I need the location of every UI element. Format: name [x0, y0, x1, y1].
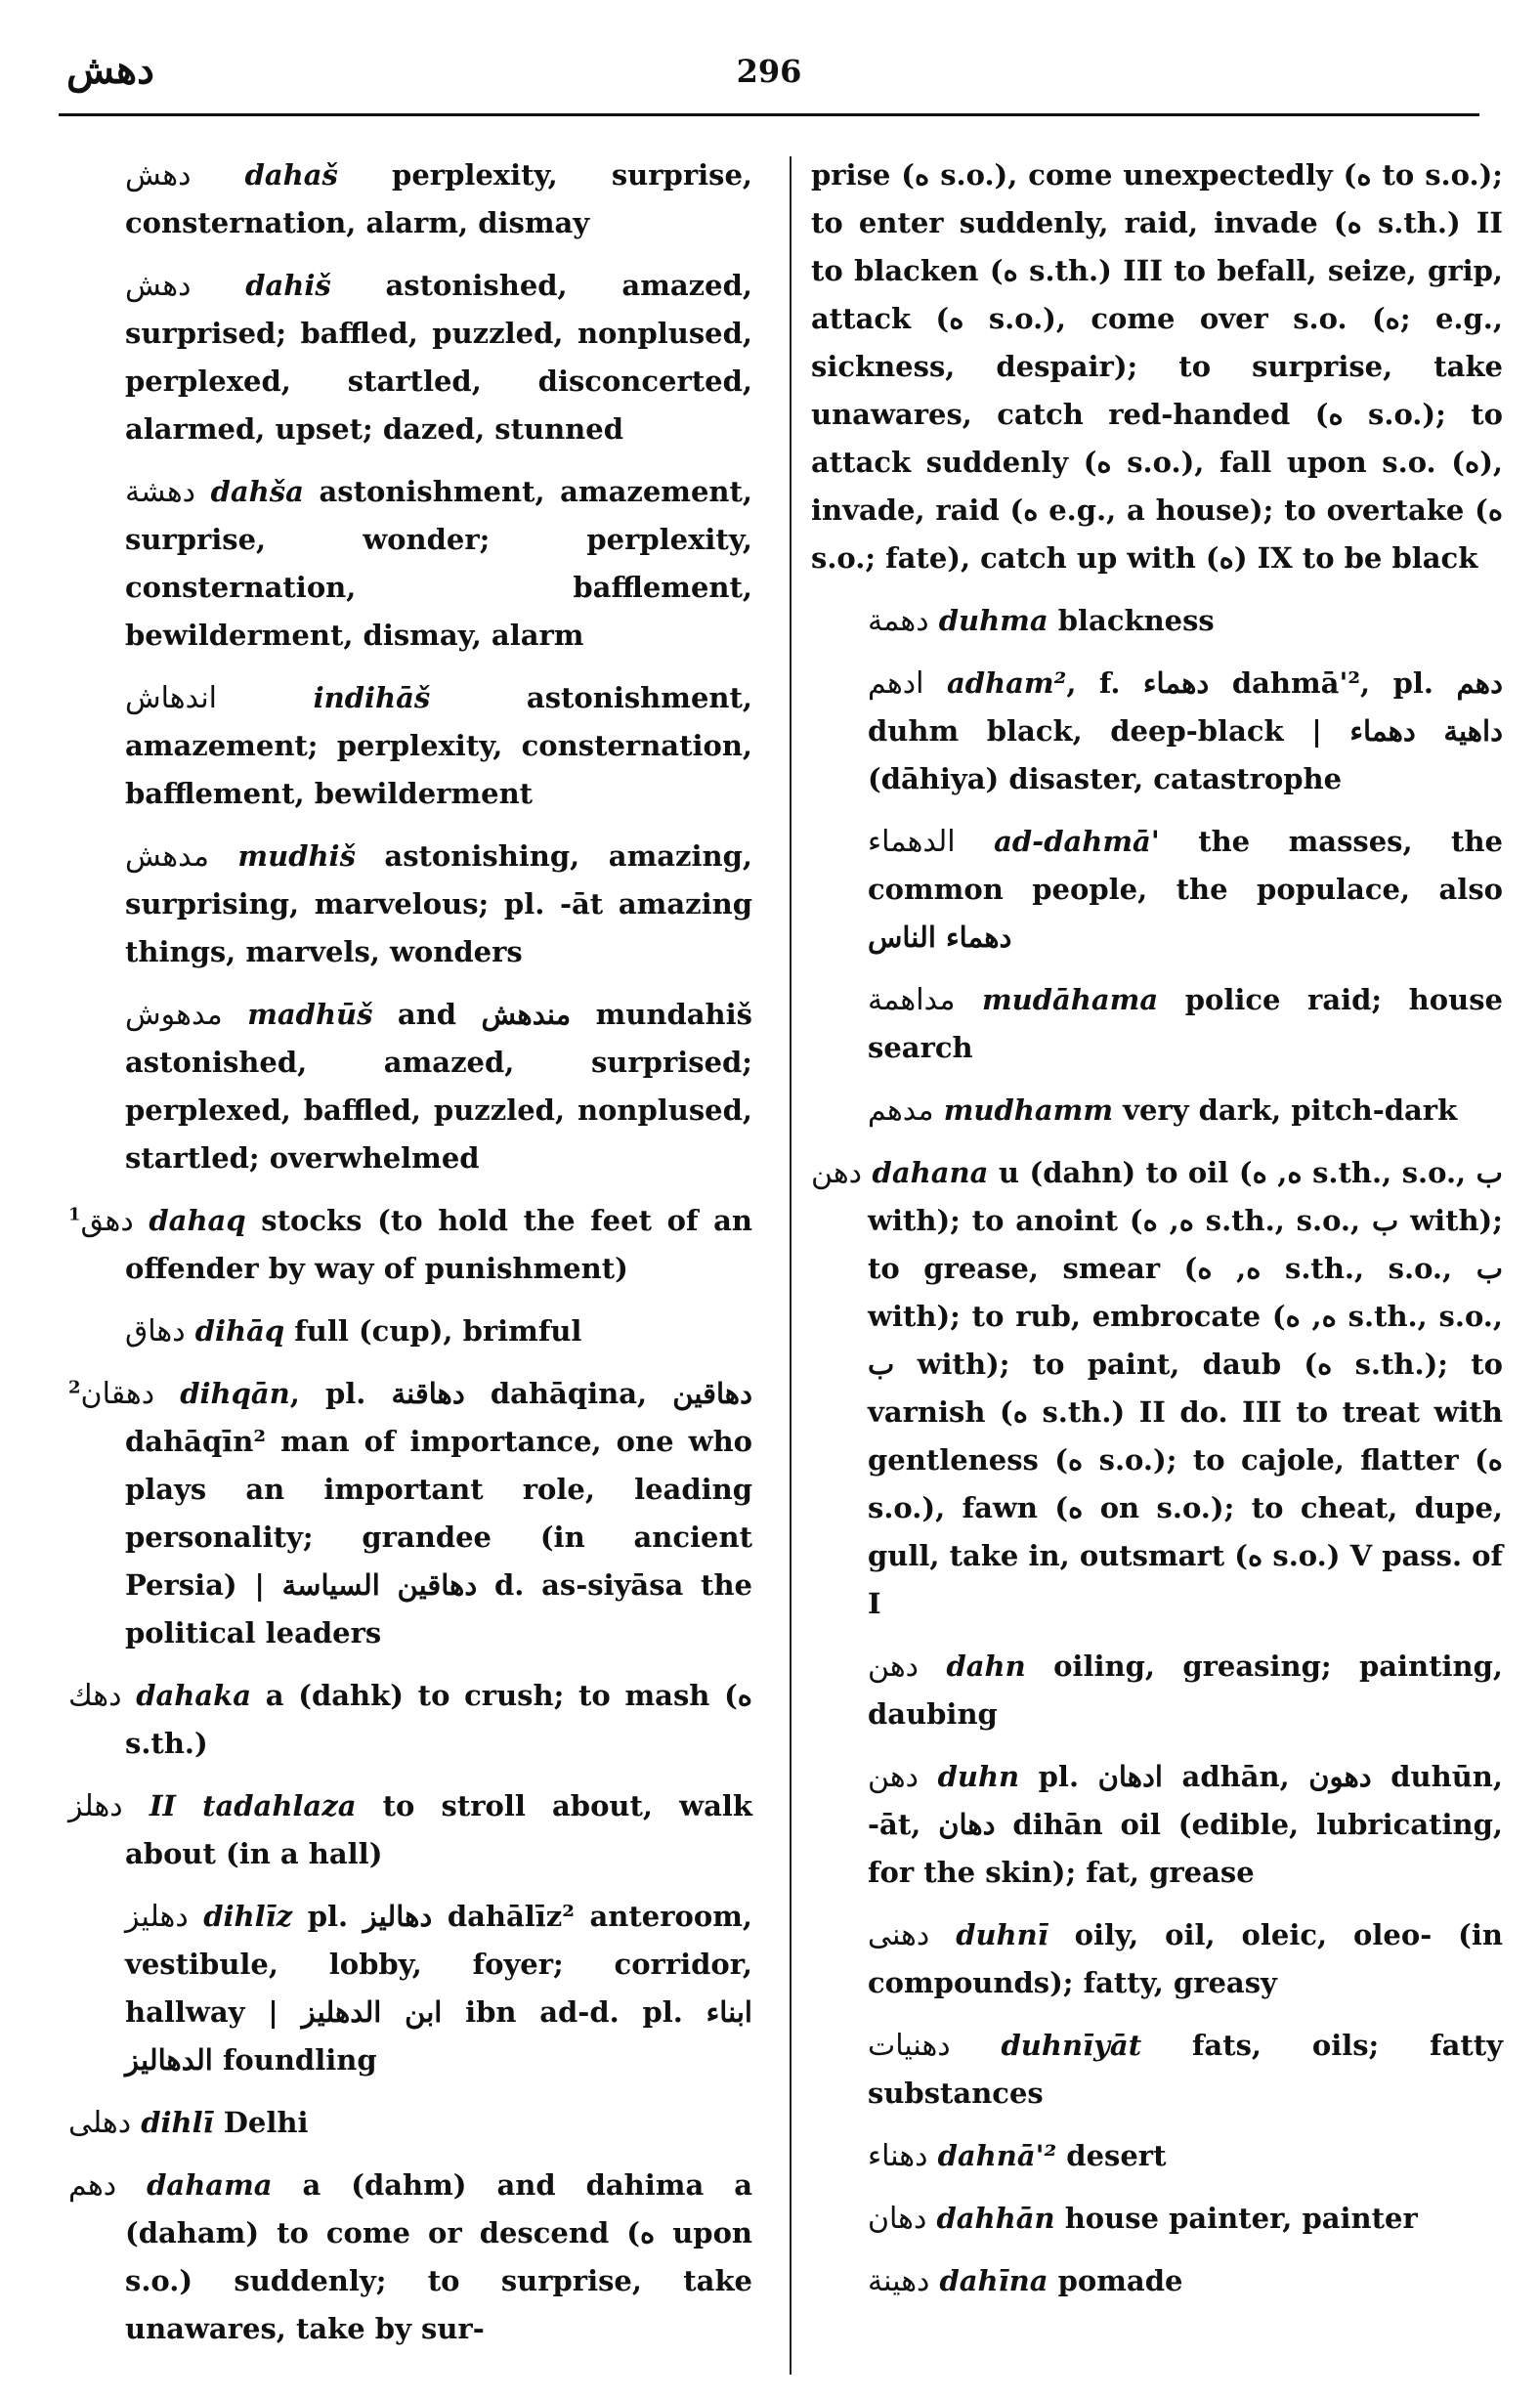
arabic-headword: دهنى [868, 1918, 930, 1952]
dictionary-entry [68, 262, 752, 453]
arabic-headword: دهليز [125, 1900, 189, 1934]
definition-text: and مندهش mundahiš astonished, amazed, surprised; perplexed, baffled, puzzled, nonplused, startled; overwhelmed [125, 998, 752, 1175]
dictionary-entry [811, 2195, 1503, 2243]
definition-text: astonishing, amazing, surprising, marvelous; pl. -āt amazing things, marvels, wonders [125, 839, 752, 968]
dictionary-entry [68, 151, 752, 247]
dictionary-entry [811, 1149, 1503, 1628]
definition-text: astonished, amazed, surprised; baffled, puzzled, nonplused, perplexed, startled, disconcerted, alarmed, upset; dazed, stunned [125, 269, 752, 446]
definition-text: fats, oils; fatty substances [868, 2029, 1503, 2110]
transliteration: dihāq [194, 1314, 285, 1348]
transliteration: mudhamm [943, 1093, 1114, 1127]
arabic-headword: دهان [868, 2202, 927, 2236]
dictionary-entry [68, 991, 752, 1182]
transliteration: duhnī [956, 1918, 1048, 1951]
arabic-headword: دهن [811, 1156, 863, 1190]
definition-text: stocks (to hold the feet of an offender by way of punishment) [125, 1204, 752, 1285]
definition-text: u (dahn) to oil (ه, ه s.th., s.o., ب with); to anoint (ه, ه s.th., s.o., ب with); to grease, smear (ه, ه s.th., s.o., ب with); to rub, embrocate (ه, ه s.th., s.o., ب with); to paint, daub (ه s.th.); to varnish (ه s.th.) II do. III to treat with gentleness (ه s.o.); to cajole, flatter (ه s.o.), fawn (ه on s.o.); to cheat, dupe, gull, take in, outsmart (ه s.o.) V pass. of I [868, 1156, 1504, 1620]
definition-text: pomade [1048, 2264, 1183, 2297]
definition-text: astonishment, amazement; perplexity, consternation, bafflement, bewilderment [125, 681, 752, 810]
dictionary-entry [811, 976, 1503, 1072]
definition-text: oily, oil, oleic, oleo- (in compounds); fatty, greasy [868, 1918, 1503, 1999]
transliteration: II tadahlaza [149, 1789, 357, 1822]
definition-text: pl. دهاليز dahālīz² anteroom, vestibule, lobby, foyer; corridor, hallway | ابن الدهليز ibn ad-d. pl. ابناء الدهاليز foundling [125, 1900, 752, 2077]
dictionary-entry [811, 151, 1503, 582]
dictionary-entry [68, 1307, 752, 1355]
dictionary-entry [811, 1643, 1503, 1738]
dictionary-entry [68, 833, 752, 976]
dictionary-entry [811, 818, 1503, 962]
transliteration: dahaka [136, 1679, 252, 1712]
dictionary-entry [68, 1370, 752, 1657]
arabic-headword: دهم [68, 2168, 117, 2203]
transliteration: indihāš [313, 681, 431, 714]
definition-text: blackness [1048, 604, 1215, 637]
root-number: 2 [68, 1377, 81, 1398]
arabic-headword: دهقان [80, 1377, 155, 1411]
running-head: دهش [66, 47, 154, 93]
transliteration: dahn [946, 1649, 1026, 1683]
definition-text: , pl. دهاقنة dahāqina, دهاقين dahāqīn² man of importance, one who plays an important role, leading personality; grandee (in ancient Persia) | دهاقين السياسة d. as-siyāsa the political leaders [125, 1377, 752, 1649]
arabic-headword: دهنيات [868, 2029, 951, 2063]
transliteration: ad-dahmā' [994, 825, 1160, 858]
definition-text: a (dahm) and dahima a (daham) to come or descend (ه upon s.o.) suddenly; to surprise, take unawares, take by sur- [125, 2168, 752, 2345]
page-header [59, 35, 1479, 116]
arabic-headword: دهمة [868, 604, 929, 638]
transliteration: duhnīyāt [1001, 2029, 1142, 2062]
arabic-headword: دهش [125, 158, 192, 193]
transliteration: mudāhama [981, 983, 1159, 1016]
arabic-headword: دهن [868, 1649, 920, 1684]
page-number: 296 [736, 53, 802, 90]
column-divider [790, 156, 791, 2375]
transliteration: dahnā'² [937, 2139, 1057, 2172]
arabic-headword: اندهاش [125, 681, 218, 715]
definition-text: house painter, painter [1054, 2202, 1418, 2235]
dictionary-entry [68, 1782, 752, 1878]
arabic-headword: دهينة [868, 2264, 930, 2298]
dictionary-entry [811, 2022, 1503, 2118]
transliteration: mudhiš [237, 839, 356, 873]
transliteration: madhūš [247, 998, 373, 1031]
definition-text: oiling, greasing; painting, daubing [868, 1649, 1503, 1731]
dictionary-entry [811, 597, 1503, 645]
transliteration: dahhān [936, 2202, 1055, 2235]
definition-text: pl. ادهان adhān, دهون duhūn, -āt, دهان dihān oil (edible, lubricating, for the skin); fat, grease [868, 1760, 1503, 1889]
arabic-headword: الدهماء [868, 825, 956, 859]
arabic-headword: دهشة [125, 475, 196, 509]
transliteration: adham² [946, 666, 1067, 700]
definition-text: police raid; house search [868, 983, 1503, 1064]
transliteration: dihqān [180, 1377, 290, 1410]
arabic-headword: ادهم [868, 666, 924, 701]
definition-text: the masses, the common people, the populace, also دهماء الناس [868, 825, 1503, 954]
transliteration: dahama [147, 2168, 273, 2202]
definition-text: to stroll about, walk about (in a hall) [125, 1789, 752, 1870]
definition-text: a (dahk) to crush; to mash (ه s.th.) [125, 1679, 752, 1760]
arabic-headword: دهلز [68, 1789, 123, 1823]
arabic-headword: دهق [80, 1204, 134, 1238]
dictionary-entry [68, 2162, 752, 2353]
dictionary-entry [811, 1911, 1503, 2007]
transliteration: duhma [938, 604, 1048, 637]
dictionary-entry [68, 674, 752, 818]
dictionary-entry [68, 2099, 752, 2147]
transliteration: dahša [210, 475, 304, 508]
transliteration: dahiš [245, 269, 331, 302]
definition-text: perplexity, surprise, consternation, alarm, dismay [125, 158, 752, 239]
arabic-headword: دهلى [68, 2106, 132, 2140]
arabic-headword: دهاق [125, 1314, 186, 1349]
arabic-headword: دهك [68, 1679, 122, 1713]
arabic-headword: مدهم [868, 1093, 934, 1128]
arabic-headword: دهش [125, 269, 192, 303]
definition-text: prise (ه s.o.), come unexpectedly (ه to s.o.); to enter suddenly, raid, invade (ه s.th.) II to blacken (ه s.th.) III to befall, seize, grip, attack (ه s.o.), come over s.o. (ه; e.g., sickness, despair); to surprise, take unawares, catch red-handed (ه s.o.); to attack suddenly (ه s.o.), fall upon s.o. (ه), invade, raid (ه e.g., a house); to overtake (ه s.o.; fate), catch up with (ه) IX to be black [811, 158, 1504, 575]
arabic-headword: دهناء [868, 2139, 928, 2173]
arabic-headword: مداهمة [868, 983, 956, 1017]
definition-text: Delhi [213, 2106, 309, 2139]
root-number: 1 [68, 1204, 81, 1225]
transliteration: dahaš [244, 158, 338, 192]
definition-text: desert [1056, 2139, 1167, 2172]
transliteration: dahaq [149, 1204, 246, 1237]
dictionary-entry [811, 1087, 1503, 1135]
arabic-headword: دهن [868, 1760, 920, 1794]
definition-text: full (cup), brimful [284, 1314, 582, 1348]
arabic-headword: مدهش [125, 839, 209, 874]
dictionary-entry [68, 468, 752, 660]
transliteration: dihlīz [203, 1900, 293, 1933]
dictionary-entry [811, 1753, 1503, 1897]
transliteration: dahana [872, 1156, 989, 1189]
arabic-headword: مدهوش [125, 998, 223, 1032]
dictionary-entry [68, 1197, 752, 1293]
left-column [68, 151, 752, 2368]
dictionary-entry [811, 2132, 1503, 2180]
definition-text: , f. دهماء dahmā'², pl. دهم duhm black, deep-black | داهية دهماء (dāhiya) disaster, catastrophe [868, 666, 1503, 795]
definition-text: astonishment, amazement, surprise, wonder; perplexity, consternation, bafflement, bewilderment, dismay, alarm [125, 475, 752, 652]
transliteration: duhn [937, 1760, 1020, 1793]
transliteration: dihlī [141, 2106, 214, 2139]
dictionary-entry [68, 1893, 752, 2084]
right-column [811, 151, 1503, 2320]
definition-text: very dark, pitch-dark [1113, 1093, 1458, 1127]
dictionary-entry [68, 1672, 752, 1768]
dictionary-entry [811, 2257, 1503, 2305]
dictionary-entry [811, 660, 1503, 803]
transliteration: dahīna [939, 2264, 1048, 2297]
